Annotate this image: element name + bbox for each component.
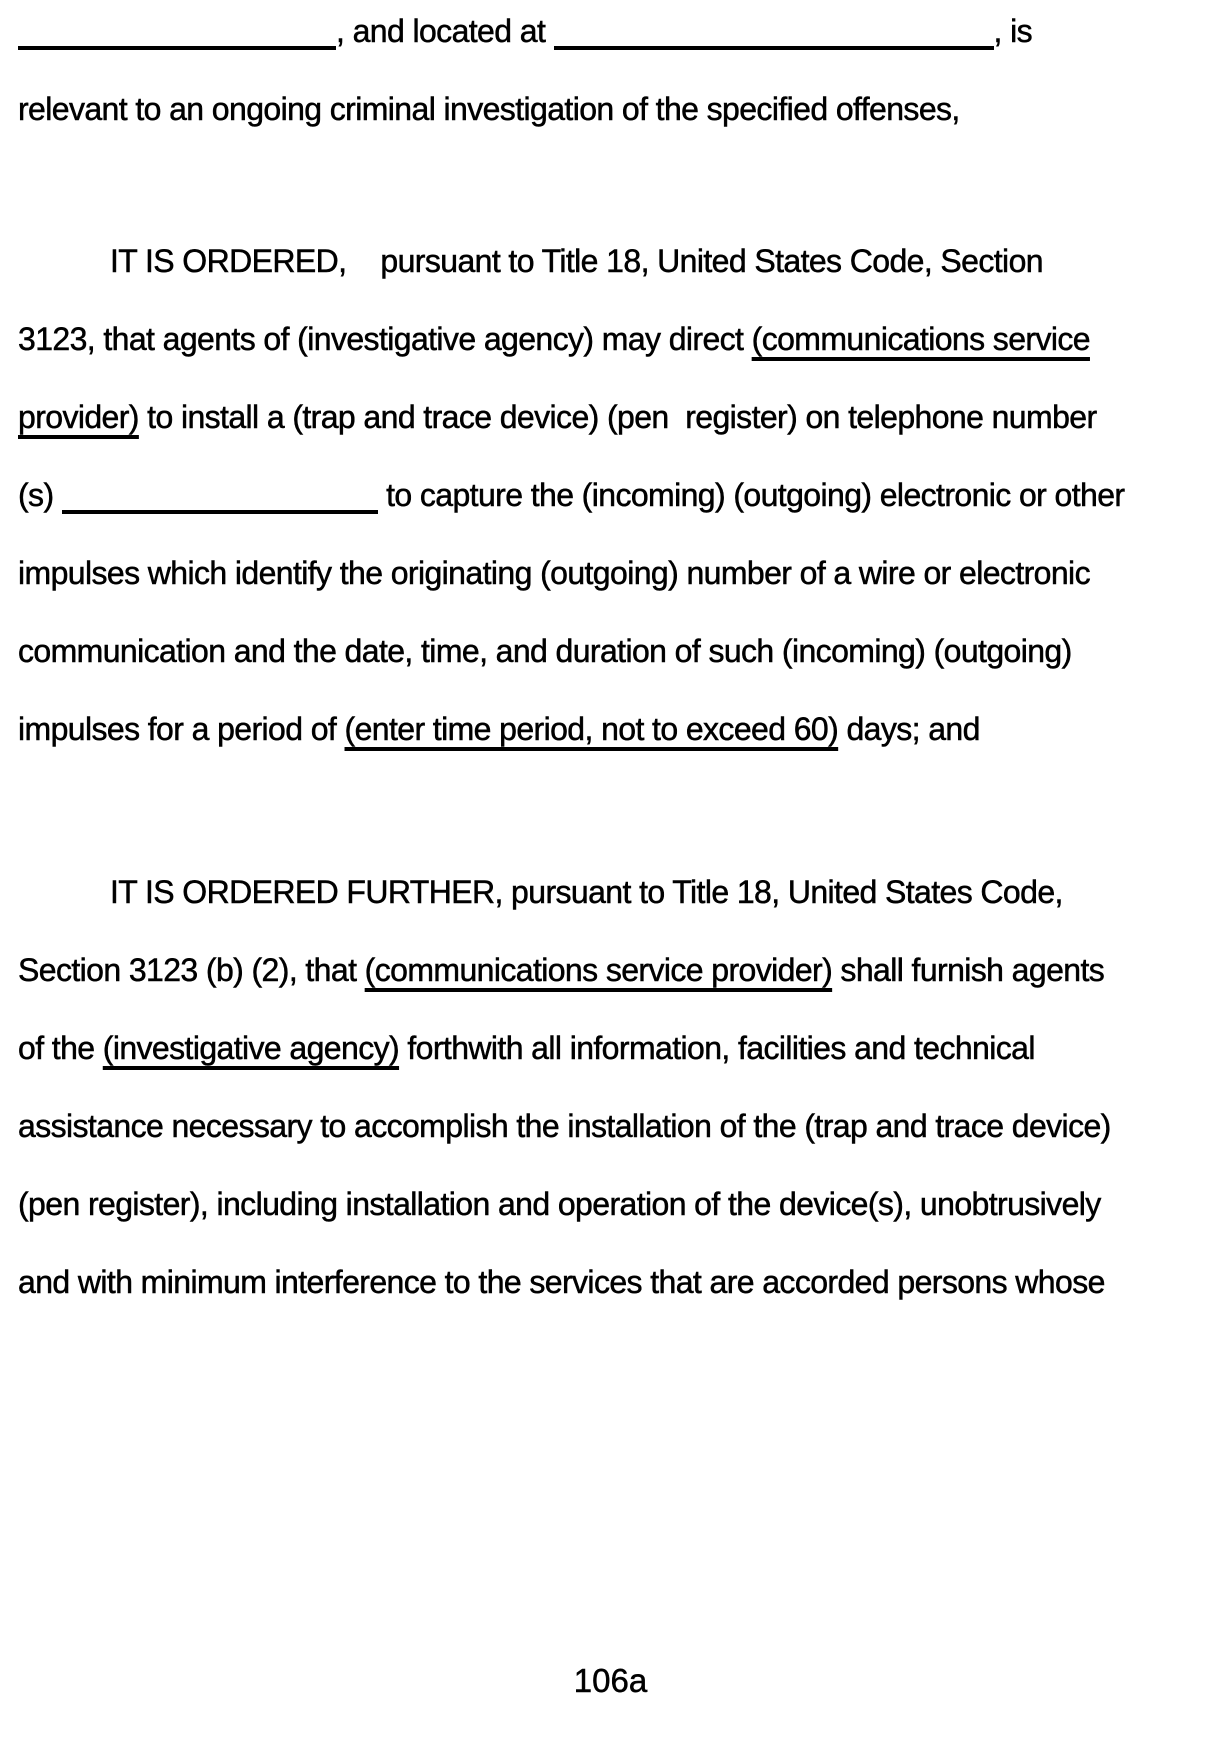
text-run: , is <box>993 13 1033 49</box>
text-run: days; and <box>838 711 980 747</box>
text-run: to install a (trap and trace device) (pen register) on telephone number <box>138 399 1097 435</box>
text-run: forthwith all information, facilities and technical <box>399 1030 1035 1066</box>
text-run: impulses for a period of <box>18 711 345 747</box>
text-run: communication and the date, time, and duration of such (incoming) (outgoing) <box>18 633 1072 669</box>
paragraph <box>18 222 1191 768</box>
blank-fill-in-field <box>554 43 994 50</box>
underlined-text-run: (investigative agency) <box>102 1030 400 1066</box>
text-run: 3123, that agents of (investigative agency) may direct <box>18 321 752 357</box>
text-run: , and located at <box>336 13 554 49</box>
document-line <box>18 456 1191 534</box>
document-line <box>18 300 1191 378</box>
document-line <box>18 222 1191 300</box>
document-line <box>18 1009 1191 1087</box>
text-run: (pen register), including installation and operation of the device(s), unobtrusively <box>18 1186 1101 1222</box>
text-run: shall furnish agents <box>832 952 1105 988</box>
document-line <box>18 1087 1191 1165</box>
underlined-text-run: (communications service <box>751 321 1090 357</box>
text-run: to capture the (incoming) (outgoing) electronic or other <box>377 477 1125 513</box>
text-run: of the <box>18 1030 103 1066</box>
document-line <box>18 70 1191 148</box>
text-run: and with minimum interference to the services that are accorded persons whose <box>18 1264 1105 1300</box>
document-line <box>18 0 1191 70</box>
text-run: relevant to an ongoing criminal investigation of the specified offenses, <box>18 91 960 127</box>
blank-fill-in-field <box>18 43 336 50</box>
document-line <box>18 690 1191 768</box>
underlined-text-run: (enter time period, not to exceed 60) <box>344 711 839 747</box>
blank-fill-in-field <box>62 507 378 514</box>
text-run: (s) <box>18 477 62 513</box>
text-run: impulses which identify the originating (outgoing) number of a wire or electronic <box>18 555 1090 591</box>
document-line <box>18 853 1191 931</box>
document-line <box>18 534 1191 612</box>
document-line <box>18 1243 1191 1321</box>
text-run: assistance necessary to accomplish the installation of the (trap and trace device) <box>18 1108 1111 1144</box>
paragraph <box>18 853 1191 1321</box>
text-run: Section 3123 (b) (2), that <box>18 952 365 988</box>
indent-spacer <box>18 902 110 903</box>
text-run: pursuant to Title 18, United States Code, Section <box>380 243 1043 279</box>
document-line <box>18 612 1191 690</box>
indent-spacer <box>346 271 380 272</box>
indent-spacer <box>18 271 110 272</box>
text-run: IT IS ORDERED, <box>110 243 347 279</box>
underlined-text-run: (communications service provider) <box>364 952 833 988</box>
document-line <box>18 931 1191 1009</box>
document-line <box>18 378 1191 456</box>
underlined-text-run: provider) <box>18 399 139 435</box>
page-number: 106a <box>573 1662 648 1699</box>
text-run: IT IS ORDERED FURTHER, pursuant to Title 18, United States Code, <box>110 874 1063 910</box>
document-line <box>18 1165 1191 1243</box>
paragraph <box>18 0 1191 148</box>
